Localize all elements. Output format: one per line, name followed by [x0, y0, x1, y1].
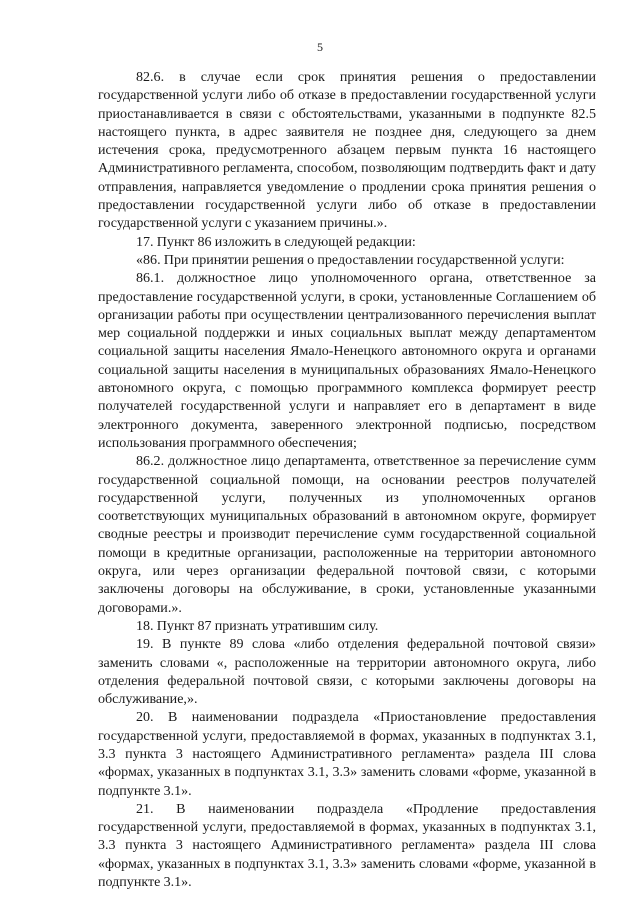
- paragraph-item-19: 19. В пункте 89 слова «либо отделения федеральной почтовой связи» заменить словами «, расположенные на территории автономного округа, либо отделения федеральной почтовой связи, с которыми заключены договоры на обслуживание,».: [98, 636, 596, 708]
- paragraph-82-6: 82.6. в случае если срок принятия решения о предоставлении государственной услуги либо об отказе в предоставлении государственной услуги приостанавливается в связи с обстоятельствами, указанными в подпункте 82.5 настоящего пункта, в адрес заявителя не позднее дня, следующего за днем истечения срока, предусмотренного абзацем первым пункта 16 настоящего Административного регламента, способом, позволяющим подтвердить факт и дату отправления, направляется уведомление о продлении срока принятия решения о предоставлении государственной услуги либо об отказе в предоставлении государственной услуги с указанием причины.».: [98, 69, 596, 232]
- paragraph-item-20: 20. В наименовании подраздела «Приостановление предоставления государственной услуги, предоставляемой в формах, указанных в подпунктах 3.1, 3.3 пункта 3 настоящего Административного регламента» раздела III слова «формах, указанных в подпунктах 3.1, 3.3» заменить словами «форме, указанной в подпункте 3.1».: [98, 709, 596, 799]
- document-body: [98, 68, 596, 891]
- page-number: 5: [317, 40, 323, 54]
- paragraph-86-1: 86.1. должностное лицо уполномоченного органа, ответственное за предоставление государственной услуги, в сроки, установленные Соглашением об организации работы при осуществлении централизованного перечисления выплат мер социальной поддержки и иных социальных выплат между департаментом социальной защиты населения Ямало-Ненецкого автономного округа и органами социальной защиты населения в муниципальных образованиях Ямало-Ненецкого автономного округа, с помощью программного комплекса формирует реестр получателей государственной услуги и направляет его в департамент в виде электронного документа, заверенного электронной подписью, посредством использования программного обеспечения;: [98, 270, 596, 451]
- paragraph-item-21: 21. В наименовании подраздела «Продление предоставления государственной услуги, предоставляемой в формах, указанных в подпунктах 3.1, 3.3 пункта 3 настоящего Административного регламента» раздела III слова «формах, указанных в подпунктах 3.1, 3.3» заменить словами «форме, указанной в подпункте 3.1».: [98, 800, 596, 891]
- paragraph-item-17: 17. Пункт 86 изложить в следующей редакции:: [136, 233, 416, 250]
- paragraph-item-18: 18. Пункт 87 признать утратившим силу.: [136, 617, 379, 634]
- paragraph-86-intro: «86. При принятии решения о предоставлении государственной услуги:: [136, 251, 565, 268]
- paragraph-86-2: 86.2. должностное лицо департамента, ответственное за перечисление сумм государственной социальной помощи, на основании реестров получателей государственной услуги, полученных из уполномоченных органов соответствующих муниципальных образований в автономном округе, формирует сводные реестры и производит перечисление сумм государственной социальной помощи в кредитные организации, расположенные на территории автономного округа, или через организации федеральной почтовой связи, с которыми заключены договоры на обслуживание, в сроки, установленные указанными договорами.».: [98, 453, 596, 616]
